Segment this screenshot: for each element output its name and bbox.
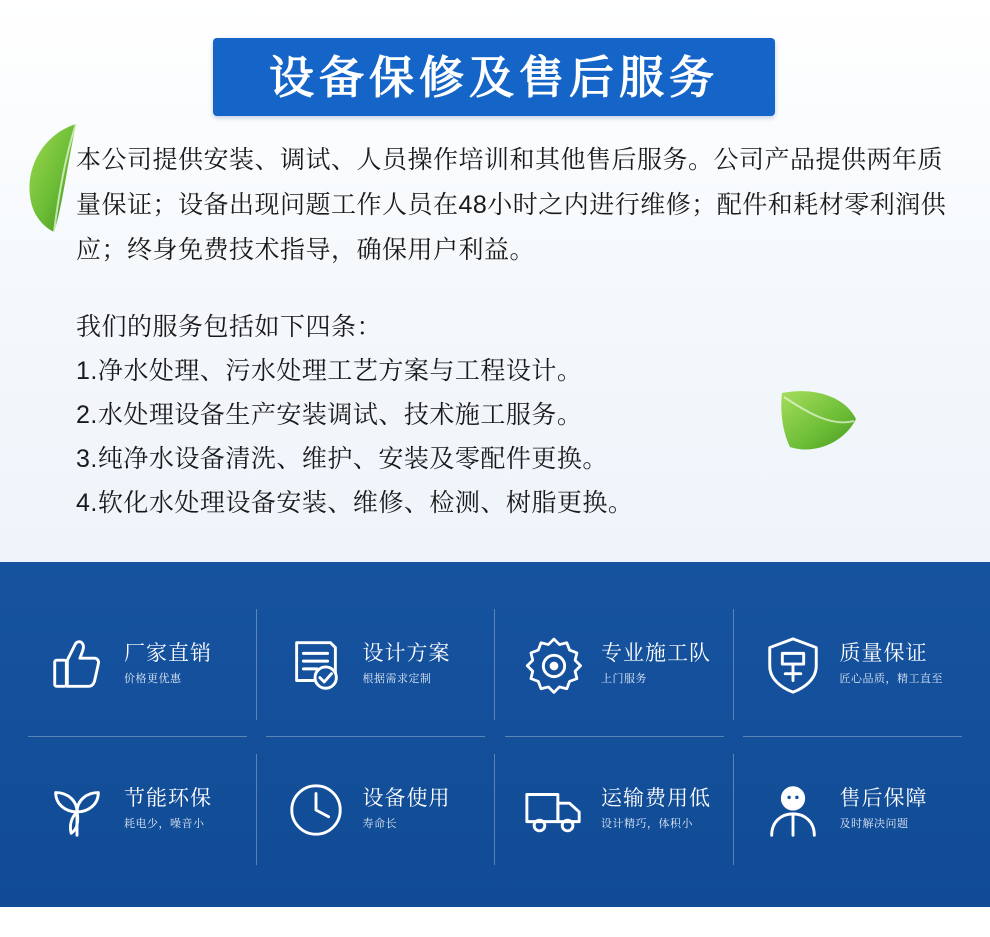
feature-item-quality [734,592,973,737]
feature-subtitle: 价格更优惠 [124,672,182,685]
feature-text [124,641,212,689]
feature-subtitle: 寿命长 [362,817,397,830]
list-item: 4.软化水处理设备安装、维修、检测、树脂更换。 [76,489,634,517]
feature-title: 运输费用低 [601,786,711,810]
feature-subtitle: 根据需求定制 [362,672,432,685]
quality-shield-icon [760,632,826,698]
services-list [76,305,936,525]
feature-title: 设计方案 [362,641,451,665]
feature-item-pro-team [495,592,734,737]
gear-icon [521,632,587,698]
feature-title: 专业施工队 [601,641,711,665]
feature-item-lifespan [257,737,496,882]
document-check-icon [283,632,349,698]
feature-item-factory-direct [18,592,257,737]
intro-paragraph: 本公司提供安装、调试、人员操作培训和其他售后服务。公司产品提供两年质量保证；设备出现问题工作人员在48小时之内进行维修；配件和耗材零利润供应；终身免费技术指导，确保用户利益。 [76,146,947,264]
feature-subtitle: 及时解决问题 [839,817,909,830]
list-item: 2.水处理设备生产安装调试、技术施工服务。 [76,401,583,429]
feature-subtitle: 匠心品质，精工直至 [839,672,943,685]
feature-title: 节能环保 [124,786,212,810]
feature-item-design-plan [257,592,496,737]
features-grid [18,592,972,882]
feature-subtitle: 耗电少，噪音小 [124,817,205,830]
feature-text [840,786,928,834]
feature-text [363,786,451,834]
feature-title: 厂家直销 [124,641,212,665]
clock-icon [283,777,349,843]
feature-text [601,786,711,834]
page-title-banner [213,38,775,116]
support-person-icon [760,777,826,843]
list-item: 3.纯净水设备清洗、维护、安装及零配件更换。 [76,445,608,473]
leaf-eco-icon [44,777,110,843]
feature-item-shipping [495,737,734,882]
feature-item-after-sales [734,737,973,882]
feature-subtitle: 设计精巧，体积小 [601,817,693,830]
thumbs-up-icon [44,632,110,698]
features-section [0,562,990,907]
feature-title: 质量保证 [839,641,928,665]
feature-text [840,641,944,689]
bottom-white-strip [0,907,990,937]
feature-item-eco [18,737,257,882]
list-item: 1.净水处理、污水处理工艺方案与工程设计。 [76,357,583,385]
feature-title: 设备使用 [362,786,451,810]
truck-icon [521,777,587,843]
services-lead: 我们的服务包括如下四条： [76,313,383,341]
page-title: 设备保修及售后服务 [268,51,719,103]
feature-subtitle: 上门服务 [601,672,647,685]
feature-title: 售后保障 [839,786,928,810]
feature-text [363,641,451,689]
feature-text [601,641,711,689]
feature-text [124,786,212,834]
